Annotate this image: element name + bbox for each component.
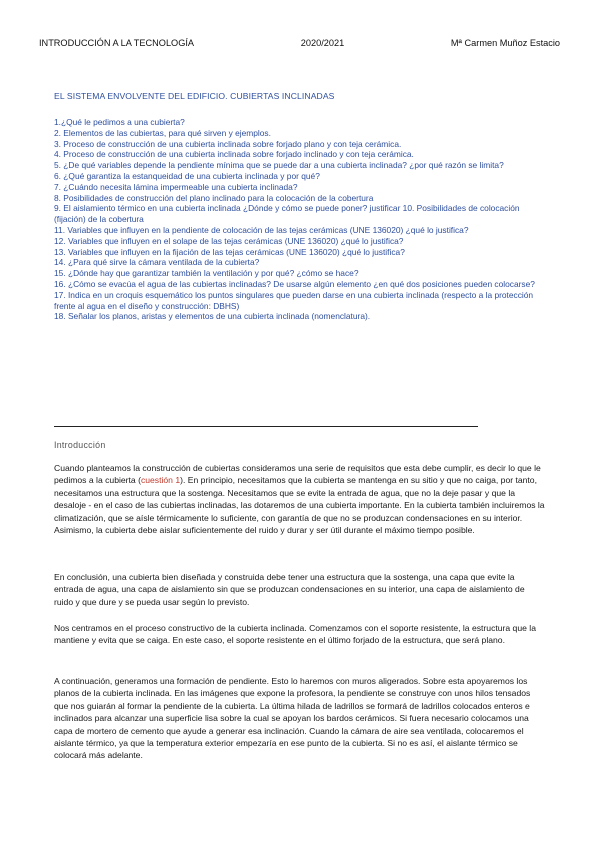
question-item: 16. ¿Cómo se evacúa el agua de las cubiertas inclinadas? De usarse algún elemento ¿en qué dos posiciones pueden colocarse?	[54, 278, 535, 289]
paragraph-4: A continuación, generamos una formación de pendiente. Esto lo haremos con muros aligerados. Sobre esta apoyaremos los planos de la cubierta inclinada. En las imágenes que expone la profesora, la pendiente se construye con unos hilos tensados que nos guiarán al formar la pendiente de la cubierta. La última hilada de ladrillos se formará de ladrillos colocados enteros e inclinados para alcanzar una superficie lisa sobre la cual se apoyan los bardos cerámicos. Si fuera necesario colocamos una capa de mortero de cemento que ayude a generar esa inclinación. Cuando la cámara de aire sea ventilada, colocaremos el aislante térmico, ya que la temperatura exterior empezaría en ese punto de la cubierta. Si no es así, el aislante térmico se colocará más adelante.	[54, 676, 531, 761]
paragraph-1	[54, 462, 546, 536]
question-item: 8. Posibilidades de construcción del plano inclinado para la colocación de la cobertura	[54, 192, 374, 203]
question-item: 11. Variables que influyen en la pendiente de colocación de las tejas cerámicas (UNE 136020) ¿qué lo justifica?	[54, 224, 469, 235]
question-item: 14. ¿Para qué sirve la cámara ventilada de la cubierta?	[54, 257, 260, 268]
question-reference: cuestión 1	[140, 475, 181, 486]
question-item: 1.¿Qué le pedimos a una cubierta?	[54, 117, 185, 127]
paragraph-3: Nos centramos en el proceso constructivo de la cubierta inclinada. Comenzamos con el soporte resistente, la estructura que la mantiene y evita que se caiga. En este caso, el soporte resistente en el último forjado de la estructura, que será plano.	[54, 623, 536, 646]
question-item: 4. Proceso de construcción de una cubierta inclinada sobre forjado inclinado y con teja cerámica.	[54, 149, 414, 160]
question-list	[54, 117, 544, 322]
section-heading: Introducción	[54, 440, 106, 450]
academic-year: 2020/2021	[300, 38, 345, 48]
question-item: 17. Indica en un croquis esquemático los puntos singulares que pueden darse en una cubierta inclinada (respecto a la protección frente al agua en el diseño y construcción: DBHS)	[54, 289, 534, 311]
question-item: 2. Elementos de las cubiertas, para qué sirven y ejemplos.	[54, 127, 271, 138]
page-header	[39, 38, 560, 48]
section-divider	[54, 426, 478, 427]
author-name: Mª Carmen Muñoz Estacio	[450, 38, 560, 48]
question-item: 13. Variables que influyen en la fijación de las tejas cerámicas (UNE 136020) ¿qué lo justifica?	[54, 246, 405, 257]
question-item: 6. ¿Qué garantiza la estanqueidad de una cubierta inclinada y por qué?	[54, 170, 320, 181]
question-item: 18. Señalar los planos, aristas y elementos de una cubierta inclinada (nomenclatura).	[54, 311, 371, 322]
course-name: INTRODUCCIÓN A LA TECNOLOGÍA	[39, 38, 195, 48]
question-item: 12. Variables que influyen en el solape de las tejas cerámicas (UNE 136020) ¿qué lo justifica?	[54, 235, 404, 246]
paragraph-1-start: Cuando planteamos la construcción de cubiertas consideramos una serie de requisitos que esta debe cumplir, es decir lo que le pedimos a la cubierta (	[54, 463, 541, 486]
paragraph-2: En conclusión, una cubierta bien diseñada y construida debe tener una estructura que la sostenga, una capa que evite la entrada de agua, una capa de aislamiento sin que se produzcan condensaciones en su interior, una capa de aislamiento de ruido y que dure y se pueda usar según lo previsto.	[54, 572, 525, 607]
paragraph-1-end: ). En principio, necesitamos que la cubierta se mantenga en su sitio y que no caiga, por tanto, necesitamos una estructura que la sostenga. Necesitamos que se evite la entrada de agua, que no la deje pasar y que la desaloje - en el caso de las cubiertas inclinadas, las dotaremos de una cubierta importante. En la cubierta también incluiremos la climatización, que se aísle térmicamente lo suficiente, con garantía de que no se produzcan condensaciones en su interior. Asimismo, la cubierta debe aislar suficientemente del ruido y durar y ser útil durante el máximo tiempo posible.	[54, 475, 545, 536]
question-item: 5. ¿De qué variables depende la pendiente mínima que se puede dar a una cubierta inclinada? ¿por qué razón se limita?	[54, 160, 504, 171]
question-item: 7. ¿Cuándo necesita lámina impermeable una cubierta inclinada?	[54, 181, 298, 192]
document-title: EL SISTEMA ENVOLVENTE DEL EDIFICIO. CUBIERTAS INCLINADAS	[54, 91, 335, 101]
question-item: 3. Proceso de construcción de una cubierta inclinada sobre forjado plano y con teja cerámica.	[54, 138, 402, 149]
question-item: 15. ¿Dónde hay que garantizar también la ventilación y por qué? ¿cómo se hace?	[54, 268, 359, 279]
question-item: 9. El aislamiento térmico en una cubierta inclinada ¿Dónde y cómo se puede poner? justificar 10. Posibilidades de colocación (fijación) de la cobertura	[54, 203, 520, 225]
